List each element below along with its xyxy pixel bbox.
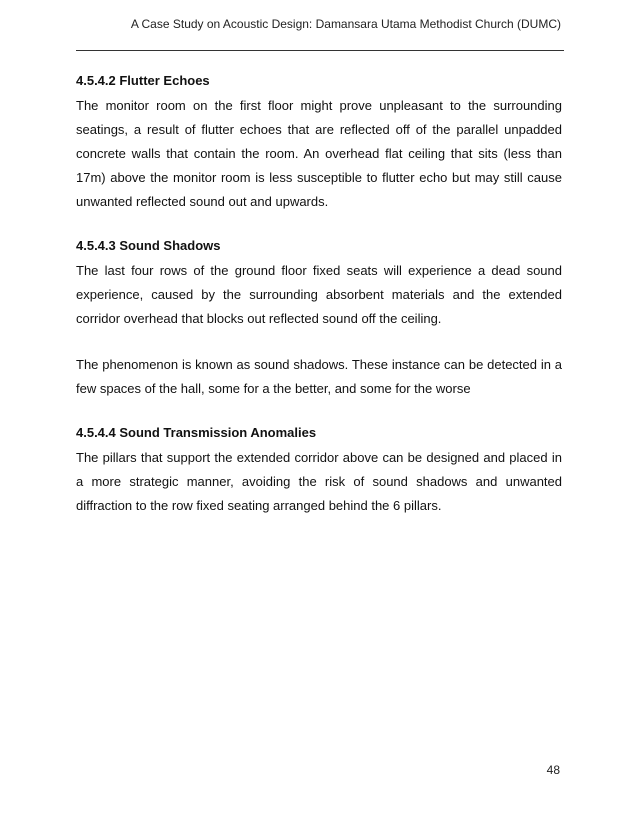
paragraph: The monitor room on the first floor might prove unpleasant to the surrounding seatings, a result of flutter echoes that are reflected off of the parallel unpadded concrete walls that contain the room. An overhead flat ceiling that sits (less than 17m) above the monitor room is less susceptible to flutter echo but may still cause unwanted reflected sound out and upwards.: [76, 98, 562, 209]
paragraph: The last four rows of the ground floor fixed seats will experience a dead sound experience, caused by the surrounding absorbent materials and the extended corridor overhead that blocks out reflected sound off the ceiling.: [76, 263, 562, 326]
section-sound-shadows: [76, 236, 562, 401]
section-heading: 4.5.4.3 Sound Shadows: [76, 238, 221, 253]
section-gap: [76, 214, 562, 236]
section-heading: 4.5.4.4 Sound Transmission Anomalies: [76, 425, 317, 440]
page-body: [76, 71, 562, 518]
section-flutter-echoes: [76, 71, 562, 214]
section-heading: 4.5.4.2 Flutter Echoes: [76, 73, 210, 88]
paragraph: The phenomenon is known as sound shadows. These instance can be detected in a few spaces of the hall, some for a the better, and some for the worse: [76, 357, 562, 396]
section-gap: [76, 401, 562, 423]
section-sound-transmission-anomalies: [76, 423, 562, 518]
header-divider: [76, 50, 564, 51]
paragraph-gap: [76, 331, 562, 353]
running-header: A Case Study on Acoustic Design: Damansara Utama Methodist Church (DUMC): [130, 17, 561, 31]
page-number: 48: [546, 763, 560, 777]
paragraph: The pillars that support the extended corridor above can be designed and placed in a more strategic manner, avoiding the risk of sound shadows and unwanted diffraction to the row fixed seating arranged behind the 6 pillars.: [76, 450, 562, 513]
